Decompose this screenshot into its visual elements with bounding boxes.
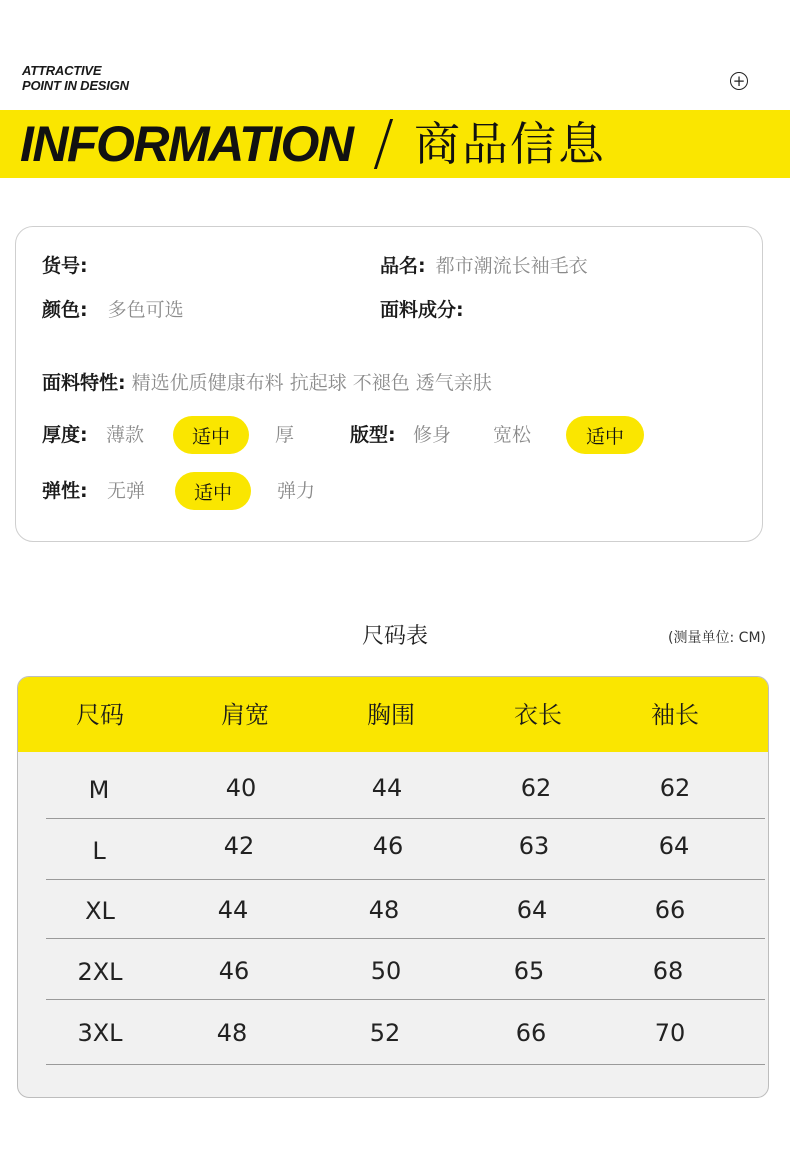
header-chest: 胸围 xyxy=(367,701,415,729)
cell-chest: 48 xyxy=(368,896,400,924)
cell-shoulder: 42 xyxy=(223,832,255,860)
size-table xyxy=(17,676,769,1098)
product-info-card xyxy=(15,226,763,542)
row-divider xyxy=(46,879,765,880)
plus-icon[interactable]: + xyxy=(730,72,748,90)
cell-sleeve: 62 xyxy=(659,774,691,802)
cell-sleeve: 66 xyxy=(654,896,686,924)
fit-option-slim[interactable]: 修身 xyxy=(413,424,452,446)
banner-title-en: INFORMATION xyxy=(20,116,353,172)
thickness-option-thick[interactable]: 厚 xyxy=(275,424,295,446)
row-divider xyxy=(46,999,765,1000)
cell-sleeve: 70 xyxy=(654,1019,686,1047)
thickness-label: 厚度: xyxy=(42,424,88,446)
tagline-line-1: ATTRACTIVE xyxy=(22,63,102,78)
size-chart-title: 尺码表 xyxy=(361,624,428,649)
cell-shoulder: 48 xyxy=(216,1019,248,1047)
cell-length: 66 xyxy=(515,1019,547,1047)
features-value: 精选优质健康布料 抗起球 不褪色 透气亲肤 xyxy=(131,372,492,394)
cell-shoulder: 44 xyxy=(217,896,249,924)
cell-length: 65 xyxy=(513,957,545,985)
color-value: 多色可选 xyxy=(107,299,184,321)
tagline xyxy=(22,63,129,93)
features-field xyxy=(42,371,492,395)
cell-length: 63 xyxy=(518,832,550,860)
item-no-label: 货号: xyxy=(42,255,88,277)
cell-length: 64 xyxy=(516,896,548,924)
features-label: 面料特性: xyxy=(42,372,126,394)
cell-chest: 50 xyxy=(370,957,402,985)
product-name-value: 都市潮流长袖毛衣 xyxy=(435,255,588,277)
cell-size: L xyxy=(92,837,106,865)
size-table-header xyxy=(18,677,769,752)
elasticity-option-stretch[interactable]: 弹力 xyxy=(277,480,316,502)
cell-chest: 46 xyxy=(372,832,404,860)
row-divider xyxy=(46,1064,765,1065)
fabric-label: 面料成分: xyxy=(380,299,464,321)
product-name-field xyxy=(380,254,588,278)
header-sleeve: 袖长 xyxy=(651,701,699,729)
tagline-line-2: POINT IN DESIGN xyxy=(22,78,129,93)
size-chart-unit: (测量单位: CM) xyxy=(668,630,766,646)
item-no-field xyxy=(42,254,88,278)
elasticity-label: 弹性: xyxy=(42,480,88,502)
header-length: 衣长 xyxy=(514,701,562,729)
cell-size: XL xyxy=(85,897,115,925)
row-divider xyxy=(46,818,765,819)
cell-chest: 52 xyxy=(369,1019,401,1047)
cell-sleeve: 64 xyxy=(658,832,690,860)
product-name-label: 品名: xyxy=(380,255,426,277)
cell-shoulder: 46 xyxy=(218,957,250,985)
cell-size: 2XL xyxy=(77,958,123,986)
cell-shoulder: 40 xyxy=(225,774,257,802)
cell-size: M xyxy=(88,776,110,804)
fit-label: 版型: xyxy=(350,424,396,446)
elasticity-option-none[interactable]: 无弹 xyxy=(107,480,146,502)
color-label: 颜色: xyxy=(42,299,88,321)
thickness-option-medium[interactable]: 适中 xyxy=(173,416,249,454)
fit-option-loose[interactable]: 宽松 xyxy=(493,424,532,446)
header-shoulder: 肩宽 xyxy=(221,701,269,729)
elasticity-option-medium[interactable]: 适中 xyxy=(175,472,251,510)
row-divider xyxy=(46,938,765,939)
cell-chest: 44 xyxy=(371,774,403,802)
cell-sleeve: 68 xyxy=(652,957,684,985)
banner-title-cn: 商品信息 xyxy=(414,117,606,171)
cell-length: 62 xyxy=(520,774,552,802)
header-size: 尺码 xyxy=(76,701,124,729)
thickness-option-thin[interactable]: 薄款 xyxy=(106,424,145,446)
cell-size: 3XL xyxy=(77,1019,123,1047)
fabric-field xyxy=(380,298,464,322)
color-field xyxy=(42,298,184,322)
fit-option-regular[interactable]: 适中 xyxy=(566,416,644,454)
